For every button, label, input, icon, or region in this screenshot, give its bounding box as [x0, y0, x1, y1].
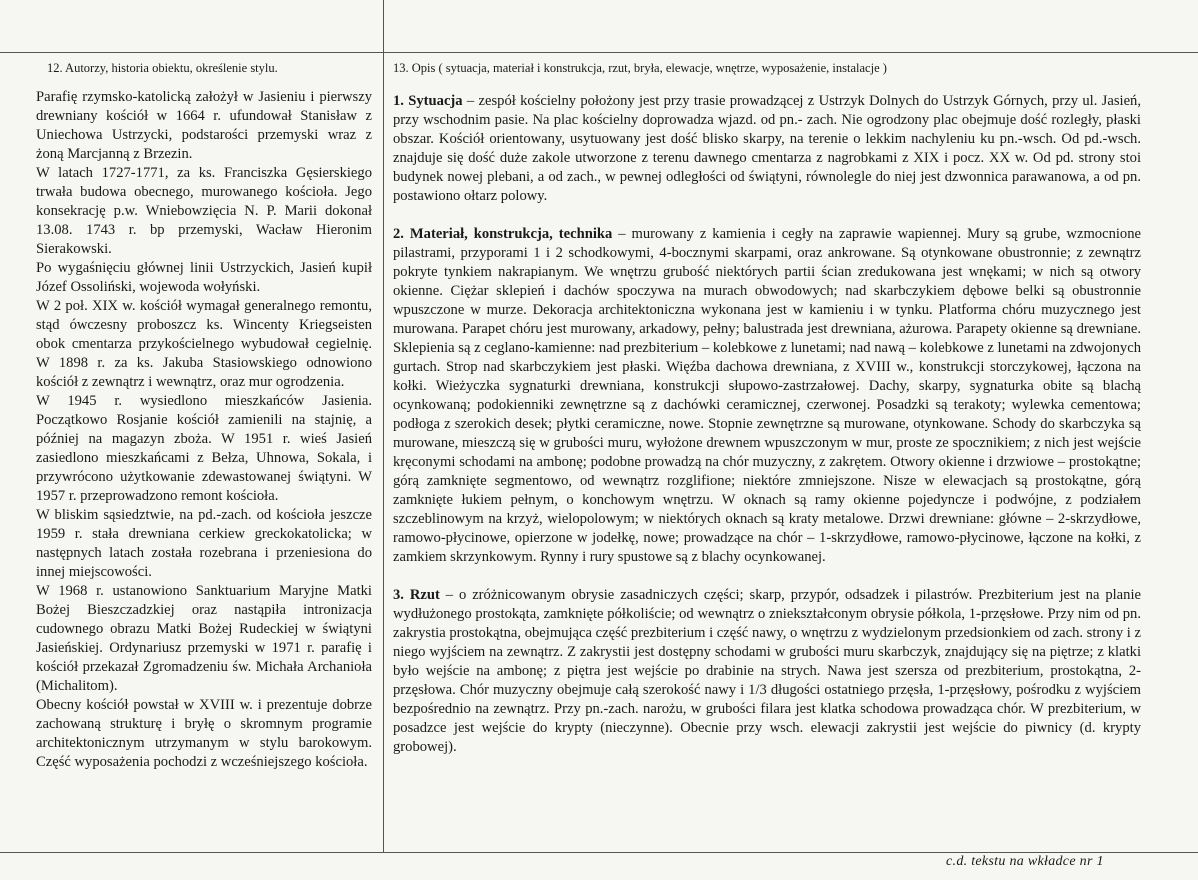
section-material	[393, 225, 1141, 567]
section-title: 3. Rzut	[393, 587, 440, 603]
history-paragraph: Obecny kościół powstał w XVIII w. i prezentuje dobrze zachowaną strukturę i bryłę o skromnym programie architektonicznym utrzymanym w stylu barokowym. Część wyposażenia pochodzi z wcześniejszego kościoła.	[36, 697, 372, 770]
history-paragraph: W 1945 r. wysiedlono mieszkańców Jasienia. Początkowo Rosjanie kościół zamienili na stajnię, a później na magazyn zboża. W 1951 r. wieś Jasień zasiedlono mieszkańcami z Bełza, Uhnowa, Sokala, i przywrócono użytkowanie zdewastowanej świątyni. W 1957 r. przeprowadzono remont kościoła.	[36, 393, 372, 504]
section-text: – zespół kościelny położony jest przy trasie prowadzącej z Ustrzyk Dolnych do Ustrzyk Górnych, przy ul. Jasień, przy wschodnim pasie. Na plac kościelny doprowadza wjazd. od pn.- zach. Nie ogrodzony plac obejmuje dość rozległy, płaski obszar. Kościół orientowany, usytuowany jest dość blisko skarpy, na terenie o lekkim nachyleniu ku pn.-wsch. Od pd.-wsch. znajduje się dość duże zakole utworzone z terenu dawnego cmentarza z nagrobkami z XIX i pocz. XX w. Od pd. strony stoi budynek nowej plebani, a od zach., w pewnej odległości od świątyni, równolegle do niej jest dzwonnica parawanowa, a od pn. postawiono ołtarz polowy.	[393, 93, 1141, 204]
section-text: – o zróżnicowanym obrysie zasadniczych części; skarp, przypór, odsadzek i pilastrów. Prezbiterium jest na planie wydłużonego prostokąta, zamknięte półkoliście; od wewnątrz o zniekształconym obrysie półkola, 1-przęsłowe. Przy nim od pn. zakrystia prostokątna, obejmująca część prezbiterium i część nawy, o wnętrzu z wydzielonym przedsionkiem od zach. strony i z niego wyjściem na zewnątrz. Z zakrystii jest dostępny schodami w grubości muru skarbczyk, znajdujący się na piętrze; z klatki było wejście na ambonę; z piętra jest wejście po drabinie na strych. Nawa jest szersza od prezbiterium, prostokątna, 2-przęsłowa. Chór muzyczny obejmuje całą szerokość nawy i 1/3 długości ostatniego przęsła, 1-przęsłowy, pośrodku z wyjściem bezpośrednio na zewnątrz. Przy pn.-zach. narożu, w grubości filara jest klatka schodowa prowadząca chór. W prezbiterium, w posadzce jest wejście do krypty (nieczynne). Obecnie przy wsch. elewacji zakrystii jest wejście do piwnicy (d. krypty grobowej).	[393, 587, 1141, 755]
history-paragraph: W latach 1727-1771, za ks. Franciszka Gęsierskiego trwała budowa obecnego, murowanego kościoła. Jego konsekrację p.w. Wniebowzięcia N. P. Marii dokonał 13.08. 1743 r. bp przemyski, Wacław Hieronim Sierakowski.	[36, 165, 372, 257]
history-paragraph: Po wygaśnięciu głównej linii Ustrzyckich, Jasień kupił Józef Ossoliński, wojewoda wołyński.	[36, 260, 372, 295]
history-paragraph: W 1968 r. ustanowiono Sanktuarium Maryjne Matki Bożej Bieszczadzkiej oraz nastąpiła intronizacja cudownego obrazu Matki Bożej Rudeckiej w świątyni Jasieńskiej. Ordynariusz przemyski w 1971 r. parafię i kościół przekazał Zgromadzeniu św. Michała Archanioła (Michalitom).	[36, 583, 372, 694]
description-column	[393, 92, 1141, 776]
section-title: 1. Sytuacja	[393, 93, 463, 109]
section-situation	[393, 92, 1141, 206]
section-plan	[393, 586, 1141, 757]
section-text: – murowany z kamienia i cegły na zaprawie wapiennej. Mury są grube, wzmocnione pilastrami, przyporami 1 i 2 schodkowymi, 4-bocznymi skarpami, oraz ankrowane. Są otynkowane obustronnie; z zewnątrz pokryte tynkiem nakrapianym. We wnętrzu grubość niektórych partii ścian zredukowana jest wnękami; w nich są otwory okienne. Ciężar sklepień i dachów spoczywa na murach obwodowych; nad skarbczykiem dębowe belki są obustronnie wpuszczone w murze. Dekoracja architektoniczna wykonana jest w kamieniu i w tynku. Platforma chóru muzycznego jest murowana. Parapet chóru jest murowany, arkadowy, pełny; balustrada jest drewniana, ażurowa. Parapety okienne są drewniane. Sklepienia są z ceglano-kamienne: nad prezbiterium – kolebkowe z lunetami; nad nawą – kolebkowe z lunetami na zdwojonych gurtach. Strop nad skarbczykiem jest płaski. Więźba dachowa drewniana, z XVIII w., konstrukcji storczykowej, łączona na kołki. Wieżyczka sygnaturki drewniana, konstrukcji słupowo-zastrzałowej. Dachy, skarpy, sygnaturka obite są blachą ocynkowaną; podokienniki zewnętrzne są z dachówki ceramicznej, czerwonej. Posadzki są terakoty; wylewka cementowa; podłoga z szerokich desek; płytki ceramiczne, nowe. Stopnie zewnętrzne są murowane, otynkowane. Schody do skarbczyka są murowane, mieszczą się w grubości muru, wyłożone drewnem wpuszczonym w mur, proste ze spocznikiem; z nich jest wejście kręconymi schodami na ambonę; podobne prowadzą na chór muzyczny, z zakrętem. Otwory okienne i drzwiowe – prostokątne; górą zamknięte segmentowo, od wewnątrz rozglifione; niektóre zmniejszone. Nisze w elewacjach są prostokątne, górą zamknięte łukiem pełnym, o konchowym wnętrzu. W oknach są ramy okienne pojedyncze i podwójne, z podziałem szczeblinowym na krzyż, wielopolowym; w niektórych oknach są kraty metalowe. Drzwi drewniane: główne – 2-skrzydłowe, ramowo-płycinowe, opierzone w jodełkę, nowe; prowadzące na chór – 1-skrzydłowe, ramowo-płycinowe, łączone na kołki, z zamkiem skrzynkowym. Rynny i rury spustowe są z blachy ocynkowanej.	[393, 226, 1141, 565]
right-column-heading: 13. Opis ( sytuacja, materiał i konstrukcja, rzut, bryła, elewacje, wnętrze, wyposażenie, instalacje )	[393, 61, 887, 75]
column-divider	[383, 0, 384, 852]
history-column	[36, 88, 372, 772]
left-column-heading: 12. Autorzy, historia obiektu, określenie stylu.	[47, 61, 278, 75]
history-paragraph: W 2 poł. XIX w. kościół wymagał generalnego remontu, stąd ówczesny proboszcz ks. Wincenty Kriegseisten obok cmentarza przykościelnego wybudował cegielnię. W 1898 r. za ks. Jakuba Stasiowskiego odnowiono kościół z zewnątrz i wewnątrz, oraz mur ogrodzenia.	[36, 298, 372, 390]
section-title: 2. Materiał, konstrukcja, technika	[393, 226, 613, 242]
history-paragraph: Parafię rzymsko-katolicką założył w Jasieniu i pierwszy drewniany kościół w 1664 r. ufundował Stanisław z Uniechowa Ustrzycki, podstarości przemyski wraz z żoną Marcjanną z Brzezin.	[36, 89, 372, 162]
continuation-note: c.d. tekstu na wkładce nr 1	[946, 854, 1104, 869]
top-frame-border	[0, 0, 1198, 53]
history-paragraph: W bliskim sąsiedztwie, na pd.-zach. od kościoła jeszcze 1959 r. stała drewniana cerkiew greckokatolicka; w następnych latach została rozebrana i przeniesiona do innej miejscowości.	[36, 507, 372, 580]
